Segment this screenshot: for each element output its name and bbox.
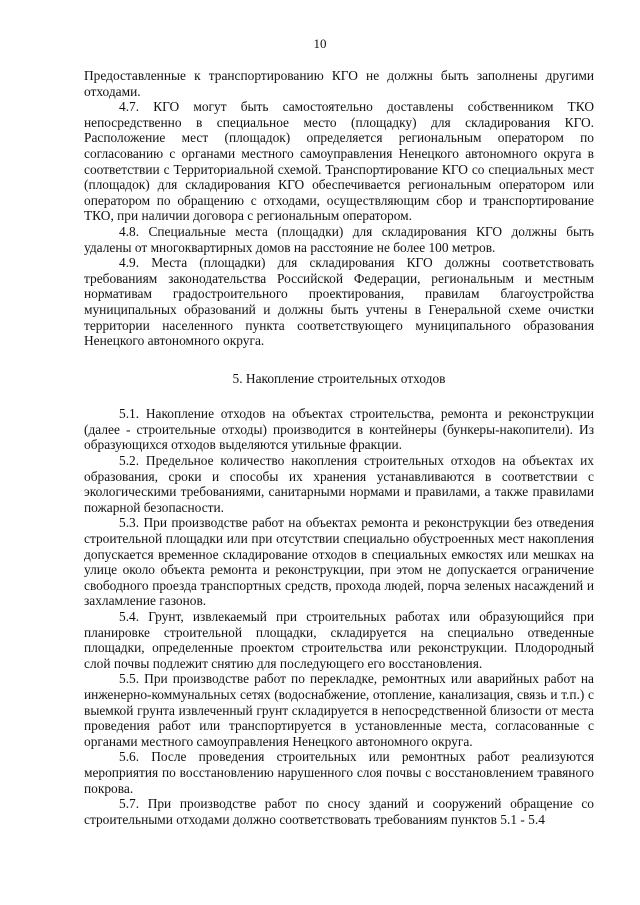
paragraph-5-7: 5.7. При производстве работ по сносу зданий и сооружений обращение со строительными отходами должно соответствовать требованиям пунктов 5.1 - 5.4: [84, 796, 594, 827]
paragraph-4-7: 4.7. КГО могут быть самостоятельно доставлены собственником ТКО непосредственно в специальное место (площадку) для складирования КГО. Расположение мест (площадок) определяется региональным оператором по согласованию с органами местного самоуправления Ненецкого автономного округа в соответствии с Территориальной схемой. Транспортирование КГО со специальных мест (площадок) для складирования КГО обеспечивается региональным оператором или оператором по обращению с отходами, осуществляющим сбор и транспортирование ТКО, при наличии договора с региональным оператором.: [84, 99, 594, 224]
paragraph-4-8: 4.8. Специальные места (площадки) для складирования КГО должны быть удалены от многоквартирных домов на расстояние не более 100 метров.: [84, 223, 594, 255]
paragraph-5-6: 5.6. После проведения строительных или ремонтных работ реализуются мероприятия по восстановлению нарушенного слоя почвы с восстановлением травяного покрова.: [84, 749, 594, 796]
document-body: [84, 68, 594, 827]
paragraph-4-9: 4.9. Места (площадки) для складирования КГО должны соответствовать требованиям законодательства Российской Федерации, региональным и местным нормативам градостроительного проектирования, правилам благоустройства муниципальных образований и должны быть учтены в Генеральной схеме очистки территории населенного пункта соответствующего муниципального образования Ненецкого автономного округа.: [84, 255, 594, 349]
paragraph-5-1: 5.1. Накопление отходов на объектах строительства, ремонта и реконструкции (далее - строительные отходы) производится в контейнеры (бункеры-накопители). Из образующихся отходов выделяются утильные фракции.: [84, 406, 594, 453]
paragraph-5-2: 5.2. Предельное количество накопления строительных отходов на объектах их образования, сроки и способы их хранения устанавливаются в соответствии с экологическими требованиями, санитарными нормами и правилами, а также правилами пожарной безопасности.: [84, 453, 594, 515]
section-5-heading: 5. Накопление строительных отходов: [232, 370, 446, 386]
page-number: 10: [313, 36, 327, 51]
paragraph-5-3: 5.3. При производстве работ на объектах ремонта и реконструкции без отведения строительной площадки или при отсутствии специально обустроенных мест накопления допускается временное складирование отходов в специальных емкостях или мешках на улице около объекта ремонта и реконструкции, при этом не допускается ограничение свободного проезда транспортных средств, прохода людей, порча зеленых насаждений и захламление газонов.: [84, 515, 594, 609]
paragraph-5-5: 5.5. При производстве работ по перекладке, ремонтных или аварийных работ на инженерно-коммунальных сетях (водоснабжение, отопление, канализация, связь и т.п.) с выемкой грунта извлеченный грунт складируется в непосредственной близости от места проведения работ или транспортируется в установленные места, согласованные с органами местного самоуправления Ненецкого автономного округа.: [84, 671, 594, 749]
paragraph-4-6-continuation: Предоставленные к транспортированию КГО не должны быть заполнены другими отходами.: [84, 68, 594, 99]
paragraph-5-4: 5.4. Грунт, извлекаемый при строительных работах или образующийся при планировке строительной площадки, складируется на специально отведенные площадки, определенные проектом строительства или реконструкции. Плодородный слой почвы подлежит снятию для последующего его восстановления.: [84, 609, 594, 671]
